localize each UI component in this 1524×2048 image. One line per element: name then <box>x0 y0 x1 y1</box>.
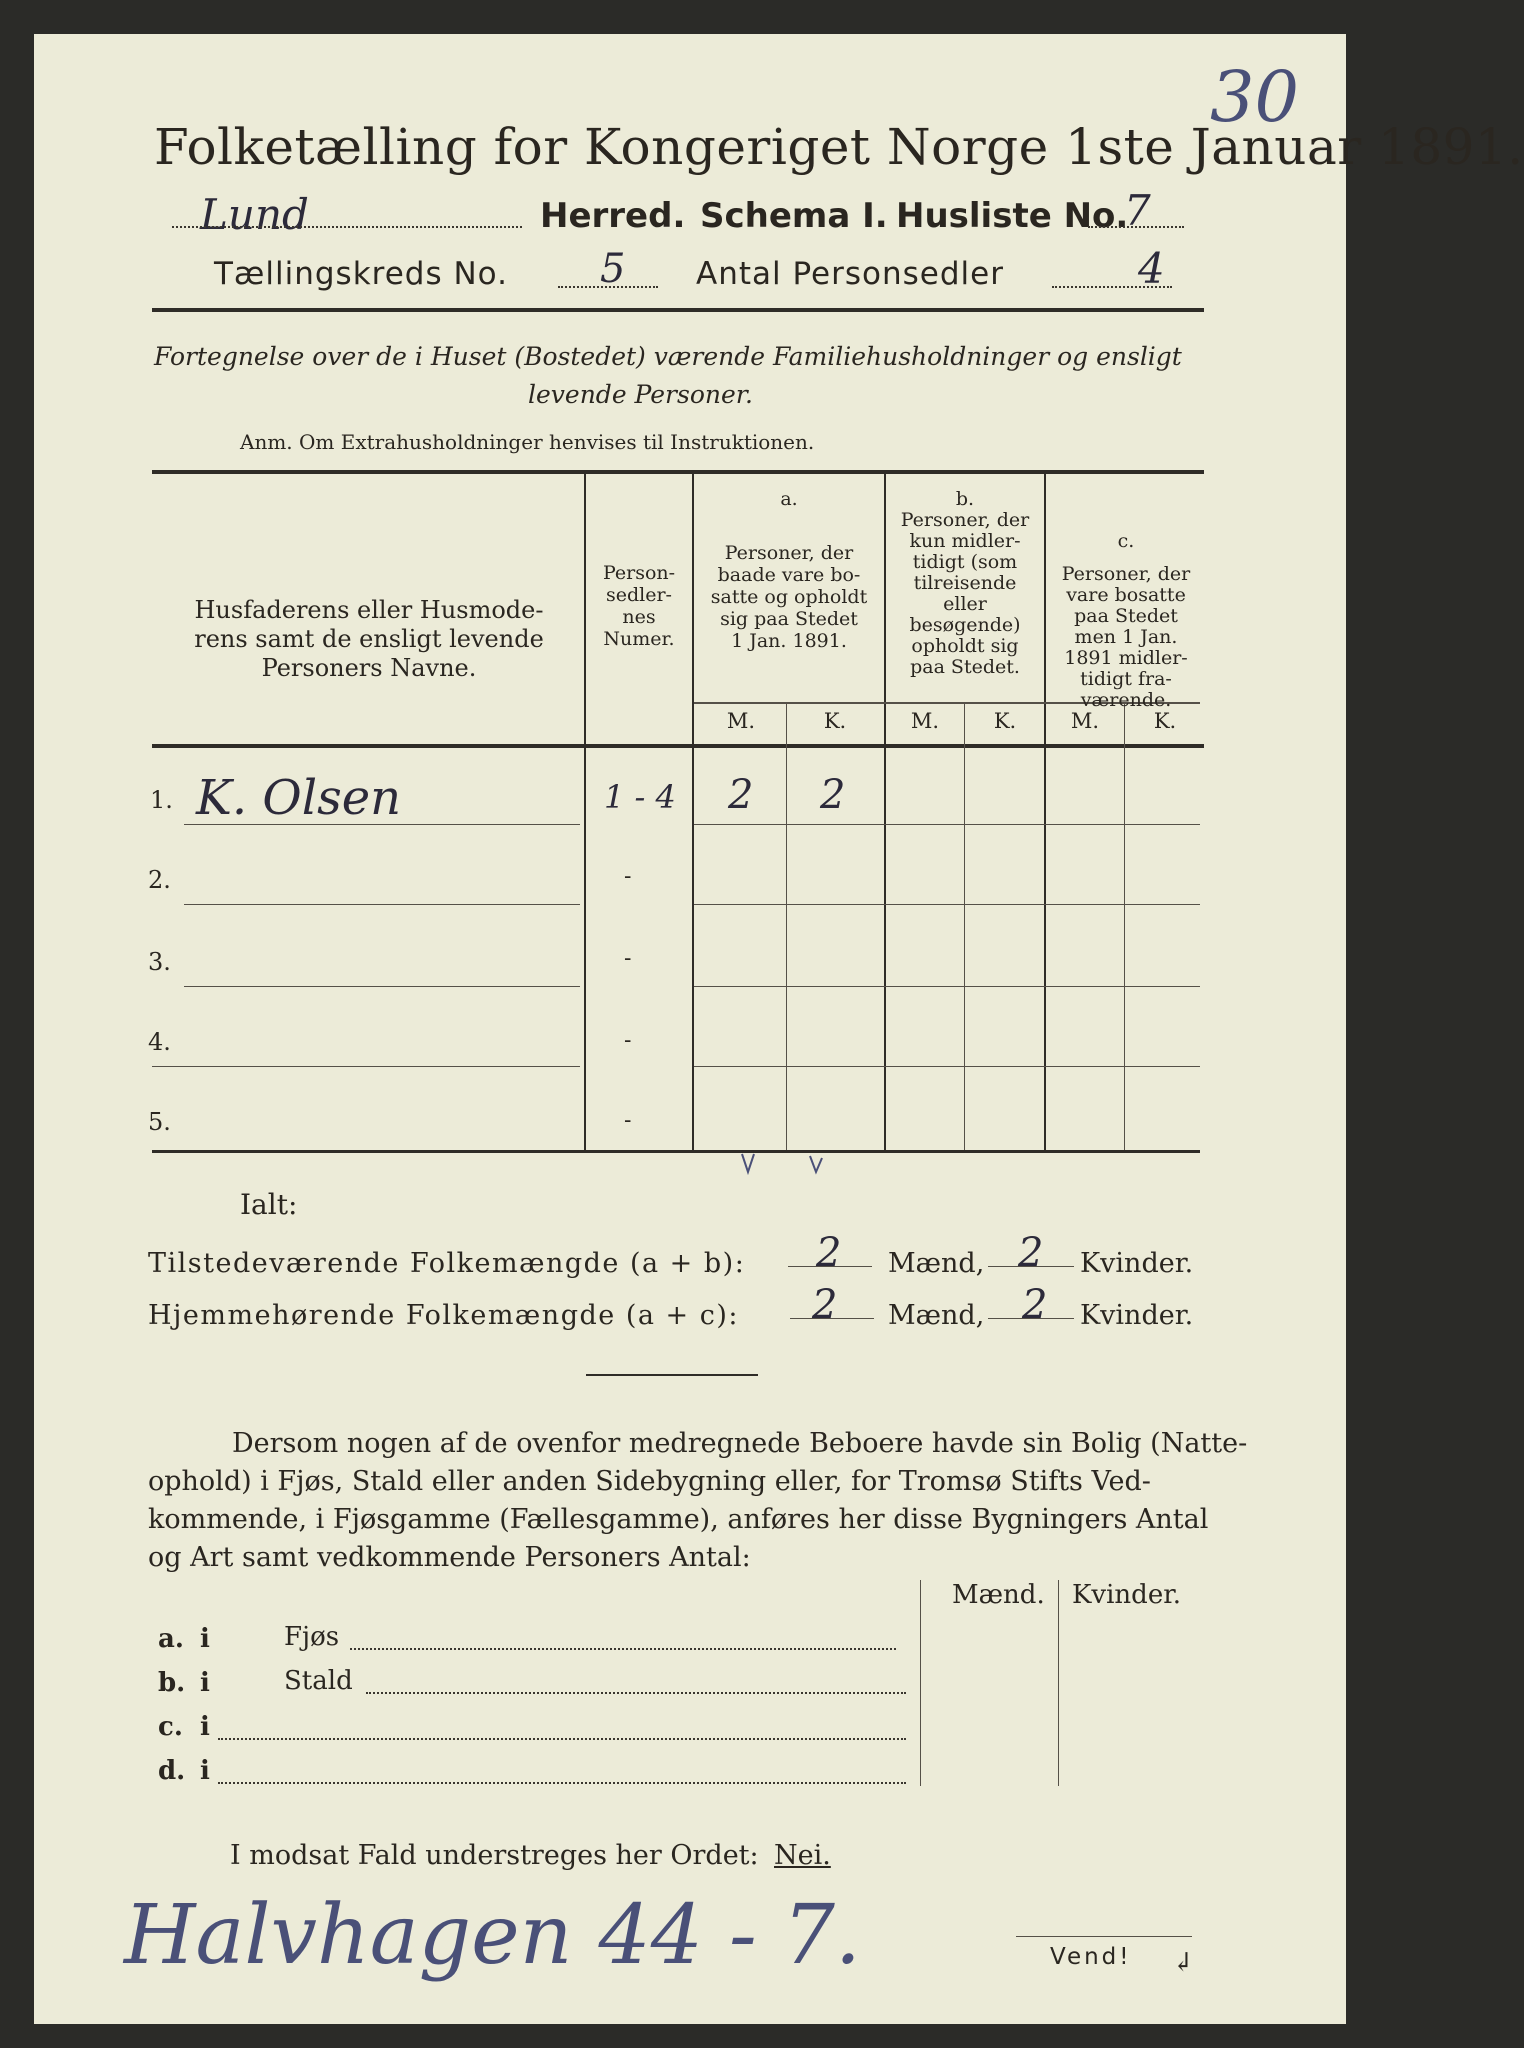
dwelling-row-a-dots <box>350 1648 896 1650</box>
col-b-line-4: tilreisende <box>913 572 1017 594</box>
census-form-page <box>34 34 1346 2024</box>
herred-value: Lund <box>200 190 309 239</box>
a-k-label: K. <box>823 709 847 733</box>
modsat-nei-word: Nei. <box>774 1840 831 1871</box>
hjemme-k-value: 2 <box>1022 1282 1048 1328</box>
c-k-label: K. <box>1153 709 1177 733</box>
col-numer-line-2: sedler- <box>606 584 672 606</box>
personsedler-label: Antal Personsedler <box>696 256 1004 292</box>
herred-dotted-line <box>172 226 522 228</box>
dwelling-para-line-1: Dersom nogen af de ovenfor medregnede Beboere havde sin Bolig (Natte- <box>232 1428 1248 1459</box>
dwelling-maend-header: Mænd. <box>952 1580 1045 1610</box>
table-top-rule <box>152 470 1204 474</box>
col-header-names <box>160 596 578 683</box>
row-3-numer: - <box>624 946 632 971</box>
tilstede-m-value: 2 <box>816 1230 842 1276</box>
b-m-label: M. <box>910 709 940 733</box>
dwelling-col-divider-1 <box>920 1580 921 1786</box>
col-a-line-4: sig paa Stedet <box>720 608 858 630</box>
dwelling-row-a-i: i <box>200 1624 210 1654</box>
husliste-value: 7 <box>1124 186 1151 235</box>
col-divider-b-mk <box>964 704 965 1150</box>
col-names-line-3: Personers Navne. <box>261 654 477 682</box>
col-a-line-2: baade vare bo- <box>717 564 861 586</box>
col-b-line-3: tidigt (som <box>912 551 1018 573</box>
dwelling-row-d-dots <box>218 1782 906 1784</box>
col-names-line-2: rens samt de ensligt levende <box>194 625 544 653</box>
vend-rule <box>1016 1936 1192 1937</box>
dwelling-row-b-dots <box>366 1692 906 1694</box>
col-c-line-1: Personer, der <box>1061 563 1191 585</box>
col-c-line-4: men 1 Jan. <box>1074 626 1178 648</box>
kreds-value: 5 <box>600 246 626 292</box>
col-header-c <box>1046 564 1206 711</box>
col-a-line-5: 1 Jan. 1891. <box>731 630 847 652</box>
dwelling-row-d-letter: d. <box>158 1756 186 1786</box>
col-a-line-1: Personer, der <box>724 542 854 564</box>
dwelling-row-b-letter: b. <box>158 1668 186 1698</box>
personsedler-value: 4 <box>1138 244 1165 293</box>
schema-label: Schema I. <box>700 196 888 236</box>
dwelling-row-c-dots <box>218 1738 906 1740</box>
col-b-line-2: kun midler- <box>909 530 1021 552</box>
anm-note: Anm. Om Extrahusholdninger henvises til Instruktionen. <box>240 430 815 454</box>
page-number-handwritten: 30 <box>1210 56 1300 138</box>
col-a-line-3: satte og opholdt <box>710 586 868 608</box>
table-bottom-rule <box>152 1150 1200 1153</box>
row-2-number: 2. <box>148 866 171 894</box>
dwelling-para-line-4: og Art samt vedkommende Personers Antal: <box>148 1542 751 1573</box>
row-1-number: 1. <box>150 786 173 814</box>
col-c-line-7: værende. <box>1080 689 1172 711</box>
check-marks-icon <box>736 1150 836 1176</box>
hjemme-kvinder-word: Kvinder. <box>1080 1300 1194 1331</box>
kreds-label: Tællingskreds No. <box>214 256 508 292</box>
col-numer-line-1: Person- <box>602 562 676 584</box>
intro-line-2: levende Personer. <box>528 380 753 409</box>
footer-handwritten-note: Halvhagen 44 - 7. <box>124 1888 861 1983</box>
dwelling-para-line-3: kommende, i Fjøsgamme (Fællesgamme), anføres her disse Bygningers Antal <box>148 1504 1209 1535</box>
dwelling-kvinder-header: Kvinder. <box>1072 1580 1182 1610</box>
ialt-label: Ialt: <box>240 1188 298 1221</box>
col-c-line-5: 1891 midler- <box>1064 647 1188 669</box>
b-k-label: K. <box>993 709 1017 733</box>
row-3-rule-names <box>184 986 580 987</box>
row-1-rule-mk <box>694 824 1200 825</box>
col-b-line-6: besøgende) <box>909 614 1021 636</box>
hjemme-m-value: 2 <box>812 1282 838 1328</box>
col-b-letter: b. <box>955 488 975 510</box>
dwelling-row-a-letter: a. <box>158 1624 184 1654</box>
col-numer-line-3: nes <box>622 606 656 628</box>
col-b-line-5: eller <box>943 593 987 615</box>
vend-label: Vend! <box>1050 1944 1132 1970</box>
row-1-a-k: 2 <box>820 772 846 818</box>
dwelling-row-b-label: Stald <box>284 1666 353 1696</box>
col-c-line-2: vare bosatte <box>1066 584 1186 606</box>
header-rule <box>152 308 1204 312</box>
dwelling-col-divider-2 <box>1058 1580 1059 1786</box>
row-3-rule-mk <box>694 986 1200 987</box>
col-c-line-3: paa Stedet <box>1074 605 1178 627</box>
col-b-line-8: paa Stedet. <box>910 656 1020 678</box>
dwelling-row-a-label: Fjøs <box>284 1622 340 1652</box>
col-names-line-1: Husfaderens eller Husmode- <box>194 596 544 624</box>
modsat-prefix: I modsat Fald understreges her Ordet: <box>230 1840 759 1871</box>
a-m-label: M. <box>726 709 756 733</box>
dwelling-row-c-letter: c. <box>158 1712 183 1742</box>
row-1-a-m: 2 <box>728 772 754 818</box>
hjemme-maend-word: Mænd, <box>888 1300 985 1331</box>
form-title: Folketælling for Kongeriget Norge 1ste Januar 1891. <box>154 118 1524 176</box>
tilstede-maend-word: Mænd, <box>888 1248 985 1279</box>
col-divider-names <box>584 474 586 1150</box>
col-divider-a-mk <box>786 704 787 1150</box>
col-c-letter: c. <box>1117 530 1135 552</box>
dwelling-para-line-2: ophold) i Fjøs, Stald eller anden Sidebygning eller, for Tromsø Stifts Ved- <box>148 1466 1151 1497</box>
col-header-numer <box>590 562 688 650</box>
turn-arrow-icon: ↲ <box>1172 1948 1194 1978</box>
dwelling-row-c-i: i <box>200 1712 210 1742</box>
col-header-b <box>886 510 1044 678</box>
tilstede-label: Tilstedeværende Folkemængde (a + b): <box>148 1248 746 1279</box>
col-divider-numer <box>692 474 694 1150</box>
row-1-name: K. Olsen <box>196 770 402 826</box>
row-2-rule-mk <box>694 904 1200 905</box>
intro-line-1: Fortegnelse over de i Huset (Bostedet) værende Familiehusholdninger og ensligt <box>154 342 1182 371</box>
section-divider <box>586 1374 758 1376</box>
hjemme-label: Hjemmehørende Folkemængde (a + c): <box>148 1300 739 1331</box>
row-2-rule-names <box>184 904 580 905</box>
husliste-label: Husliste No. <box>896 196 1129 236</box>
col-b-line-1: Personer, der <box>900 509 1030 531</box>
row-4-numer: - <box>624 1028 632 1053</box>
tilstede-k-value: 2 <box>1018 1230 1044 1276</box>
row-3-number: 3. <box>148 948 171 976</box>
row-4-rule-names <box>152 1066 580 1067</box>
row-2-numer: - <box>624 864 632 889</box>
row-5-numer: - <box>624 1108 632 1133</box>
tilstede-kvinder-word: Kvinder. <box>1080 1248 1194 1279</box>
col-b-line-7: opholdt sig <box>911 635 1019 657</box>
col-c-line-6: tidigt fra- <box>1080 668 1172 690</box>
table-header-rule <box>152 744 1204 748</box>
dwelling-row-d-i: i <box>200 1756 210 1786</box>
col-header-a <box>696 542 882 652</box>
col-a-letter: a. <box>780 488 798 510</box>
col-numer-line-4: Numer. <box>603 628 675 650</box>
row-5-number: 5. <box>148 1108 171 1136</box>
row-1-numer: 1 - 4 <box>604 778 676 816</box>
dwelling-row-b-i: i <box>200 1668 210 1698</box>
herred-label: Herred. <box>540 196 686 236</box>
row-4-number: 4. <box>148 1028 171 1056</box>
col-divider-c-mk <box>1124 704 1125 1150</box>
c-m-label: M. <box>1070 709 1100 733</box>
row-4-rule-mk <box>694 1066 1200 1067</box>
